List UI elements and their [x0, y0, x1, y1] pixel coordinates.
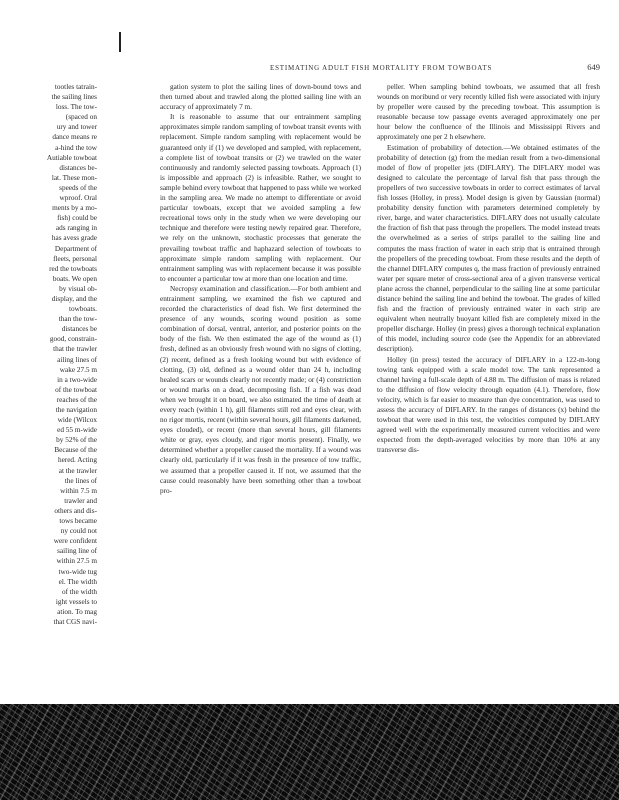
left-column-line: red the towboats — [49, 264, 97, 273]
left-column-line: dance means re — [52, 133, 97, 142]
left-column-line: ny could not — [60, 527, 97, 536]
left-column-line: sailing line of — [57, 547, 97, 556]
left-column-line: by visual ob- — [59, 284, 97, 293]
left-column-line: wide (Wilcox — [57, 416, 97, 425]
left-column-line: Autiable towboat — [46, 153, 97, 162]
left-column-line: than the tow- — [58, 315, 97, 324]
left-column-line: were confident — [53, 537, 97, 546]
left-column-line: distances be- — [59, 163, 97, 172]
left-column-line: within 7.5 m — [60, 486, 97, 495]
left-column-line: of the towboat — [55, 385, 97, 394]
left-column-line: towboats. — [69, 305, 97, 314]
left-column-line: a-hind the tow — [55, 143, 97, 152]
left-column-line: ation. To mag — [57, 607, 97, 616]
left-column-line: of the width — [61, 587, 97, 596]
left-column-line: others and dis- — [54, 506, 97, 515]
left-column-line: fish) could be — [57, 214, 97, 223]
left-column-line: that CGS navi- — [53, 617, 97, 626]
paragraph: Estimation of probability of detection.—We obtained estimates of the probability of detection (g) from the median result from a two-dimensional model of flow of propeller jets (DIFLARY). The DIFLARY model was designed to calculate the percentage of larval fish that pass through the propellers of two successive towboats in order to correct estimates of larval fish losses (Holley, in press). Model design is given by Gaussian (normal) probability density function with parameters determined completely by river, barge, and water characteristics. DIFLARY does not usually calculate the fraction of fish that pass through the propellers. The model instead treats the overwhelmed as a series of strips parallel to the sailing line and computes the mass fraction of water in each strip that is entrained through the propellers of the preceding towboat. From these results and the depth of the channel DIFLARY computes q, the mass fraction of previously entrained water per square meter of cross-sectional area of a given transverse vertical plane across the channel, perpendicular to the sailing line at some particular distance behind the sailing line and behind the towboat. The grades of killed fish and the fraction of previously entrained water in each strip are equivalent when neutrally buoyant killed fish are completely mixed in the propeller discharge. Holley (in press) gives a thorough technical explanation of this model, including source code (see the Appendix for an abbreviated description). — [377, 143, 600, 354]
paragraph: peller. When sampling behind towboats, we assumed that all fresh wounds on moribund or very recently killed fish were associated with injury by propeller were caused by the preceding towboat. This assumption is reasonable because tow passage events averaged approximately one per hour below the confluence of the Illinois and Mississippi Rivers and approximately one per 2 h elsewhere. — [377, 83, 600, 142]
left-column-line: at the trawler — [58, 466, 97, 475]
left-column-line: display, and the — [51, 294, 97, 303]
left-column-line: in a two-wide — [57, 375, 97, 384]
paragraph: It is reasonable to assume that our entrainment sampling approximates simple random sampling of towboat transit events with replacement. Simple random sampling with replacement would be guaranteed only if (1) we developed and sampled, with replacement, a complete list of towboat transits or (2) we trawled on the water continuously and randomly selected passing towboats. Approach (1) is impossible and approach (2) is infeasible. Rather, we sought to sample behind every towboat that happened to pass while we worked in the sampling area. We made no attempt to differentiate or avoid particular towboats, except that we avoided sampling a few recreational tows only in the study when we were developing our technique and therefore were testing newly repaired gear. Therefore, we rely on the unknown, stochastic processes that generate the prevailing towboat traffic and haphazard selection of towboats to approximate simple random sampling with replacement. Our entrainment sampling was with replacement because it was possible to encounter a particular tow at more than one location and time. — [160, 113, 361, 283]
paragraph: gation system to plot the sailing lines of down-bound tows and then turned about and trawled along the plotted sailing line with an accuracy of approximately 7 m. — [160, 83, 361, 112]
left-column-line: boats. We open — [52, 274, 97, 283]
left-column-line: Because of the — [54, 446, 97, 455]
binding-margin-mark — [119, 32, 121, 52]
page-number: 649 — [587, 62, 600, 72]
left-column-line: lat. These mon- — [51, 173, 97, 182]
left-column-line: the sailing lines — [51, 93, 97, 102]
middle-column — [160, 82, 361, 702]
left-column-line: good, constrain- — [49, 335, 97, 344]
left-column-line: two-wide tug — [58, 567, 97, 576]
left-column-line: that the trawler — [53, 345, 97, 354]
left-column-line: reaches of the — [56, 395, 97, 404]
paragraph: Necropsy examination and classification.—For both ambient and entrainment sampling, we examined the fish we captured and recorded the characteristics of dead fish. We first determined the presence of any wounds, scoring wound position as some combination of dorsal, ventral, anterior, and posterior points on the body of the fish. We then estimated the age of the wound as (1) fresh, defined as an obviously fresh wound with no signs of clotting, (2) recent, defined as a fresh looking wound but with evidence of clotting, (3) old, defined as a wound older than 24 h, including healed scars or wounds clearly not recently made; or (4) constriction or wound marks on a dead, decomposing fish. If a fish was dead when we brought it on board, we also estimated the time of death at every reach (within 1 h), gill filaments still red and eyes clear, with no rigor mortis, recent (within several hours, gill filaments darkened, eyes clouded), or recent (more than several hours, gill filaments white or gray, eyes cloudy, and rigor mortis present). Finally, we determined whether a propeller caused the mortality. If a wound was clearly old, particularly if it was fresh in the presence of tow traffic, we assumed that a propeller caused it. If not, we assumed that the cause could reasonably have been something other than a towboat pro- — [160, 284, 361, 495]
left-column-line: the navigation — [55, 406, 97, 414]
paragraph: Holley (in press) tested the accuracy of DIFLARY in a 122-m-long towing tank equipped with a scale model tow. The tank represented a channel having a full-scale depth of 4.88 m. The diffusion of mass is related to the diffusion of flow velocity through equation (4.1). Therefore, flow velocity, which is far easier to measure than dye concentration, was used to assess the accuracy of DIFLARY. In the ranges of distances (x) behind the towboat that were used in this test, the velocities computed by DIFLARY agreed well with the experimentally measured current velocities and were expected from the depth-averaged velocities by more than 10% at any transverse dis- — [377, 355, 600, 455]
left-column-line: within 27.5 m — [56, 557, 97, 566]
left-column-line: tootles tatrain- — [54, 83, 97, 91]
scan-noise-band — [0, 704, 619, 800]
left-column-line: Department of — [54, 244, 97, 253]
right-column — [377, 82, 600, 702]
left-column-line: by 52% of the — [56, 436, 97, 445]
left-column-line: trawler and — [64, 496, 97, 505]
left-column-line: the lines of — [64, 476, 97, 485]
running-head: ESTIMATING ADULT FISH MORTALITY FROM TOWBOATS — [270, 64, 493, 72]
left-column-line: hered. Acting — [57, 456, 97, 465]
left-column-line: has avess grade — [51, 234, 97, 243]
left-column-line: ments by a mo- — [52, 204, 97, 213]
left-column-line: tows became — [59, 517, 97, 526]
left-column-line: ury and tower — [56, 123, 97, 132]
left-column-line: ed 55 m-wide — [57, 426, 97, 435]
left-column-line: el. The width — [58, 577, 97, 586]
left-column-line: distances be — [61, 325, 97, 334]
left-column-cropped — [0, 82, 97, 702]
left-column-line: wake 27.5 m — [59, 365, 97, 374]
left-column-line: fleets, personal — [53, 254, 97, 263]
left-column-line: speeds of the — [59, 183, 97, 192]
left-column-line: loss. The tow- — [55, 103, 97, 112]
left-column-line: wproof. Oral — [59, 194, 97, 203]
left-column-line: (spaced on — [65, 113, 97, 122]
left-column-line: ailing lines of — [57, 355, 97, 364]
left-column-line: ight vessels to — [55, 597, 97, 606]
left-column-line: ads ranging in — [55, 224, 97, 233]
